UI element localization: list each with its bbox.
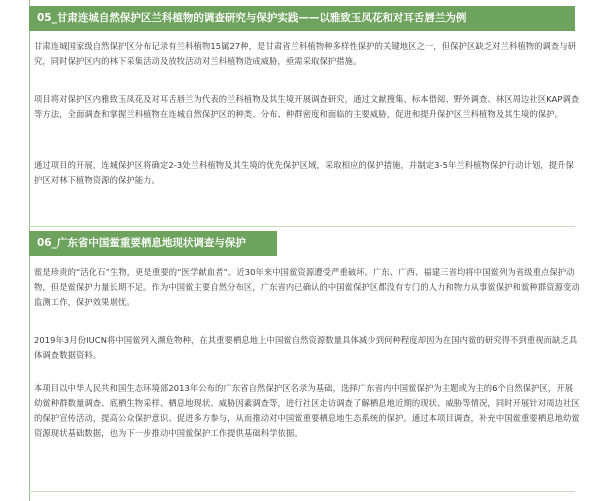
section-06-title: 06_广东省中国鲎重要栖息地现状调查与保护	[29, 231, 277, 256]
section-06-paragraph-2: 2019年3月份IUCN将中国鲎列入濒危物种，在其重要栖息地上中国鲎自然资源数量具体减少到何种程度却因为在国内鲎的研究得不到重视而缺乏具体调查数据资料。	[34, 335, 578, 360]
section-05-paragraph-3: 通过项目的开展，连城保护区将确定2-3处兰科植物及其生境的优先保护区域，采取相应的保护措施，并制定3-5年兰科植物保护行动计划，提升保护区对林下植物资源的保护能力。	[34, 160, 574, 185]
bottom-divider	[29, 491, 575, 492]
section-06-paragraph-3: 本项目以中华人民共和国生态环境部2013年公布的广东省自然保护区名录为基础，选择广东省内中国鲎保护为主题或为主的6个自然保护区，开展幼鲎种群数量调查、底栖生物采样、栖息地现状、威胁因素调查等，进行社区走访调查了解栖息地近期的现状、威胁等情况，同时开展针对周边社区的保护宣传活动，提高公众保护意识、促进多方参与，从而推动对中国鲎重要栖息地生态系统的保护。通过本项目调查，补充中国鲎重要栖息地幼鲎资源现状基础数据，也为下一步推动中国鲎保护工作提供基础科学依据。	[34, 383, 580, 438]
section-05-title: 05_甘肃连城自然保护区兰科植物的调查研究与保护实践——以雅致玉凤花和对耳舌唇兰为例	[29, 6, 575, 31]
section-05-paragraph-2: 项目将对保护区内雅致玉凤花及对耳舌唇兰为代表的兰科植物及其生境开展调查研究，通过文献搜集、标本借阅、野外调查、林区周边社区KAP调查等方法，全面调查和掌握兰科植物在连城自然保护区的种类、分布、种群密度和面临的主要威胁，促进和提升保护区兰科植物及其生境的保护。	[34, 94, 580, 119]
section-divider	[29, 226, 575, 227]
section-05-paragraph-1: 甘肃连城国家级自然保护区分布记录有兰科植物15属27种，是甘肃省兰科植物种多样性保护的关键地区之一，但保护区缺乏对兰科植物的调查与研究，同时保护区内的林下采集活动及放牧活动对兰科植物造成威胁，亟需采取保护措施。	[34, 41, 577, 66]
section-06-paragraph-1: 鲎是珍贵的“活化石”生物，更是重要的“医学献血者”。近30年来中国鲎资源遭受严重破坏。广东、广西、福建三省均将中国鲎列为省级重点保护动物，但是鲎保护力量长期不足。作为中国鲎主要自然分布区，广东省内已确认的中国鲎保护区都没有专门的人力和物力从事鲎保护和鲎种群资源变动监测工作，保护效果堪忧。	[34, 267, 580, 307]
